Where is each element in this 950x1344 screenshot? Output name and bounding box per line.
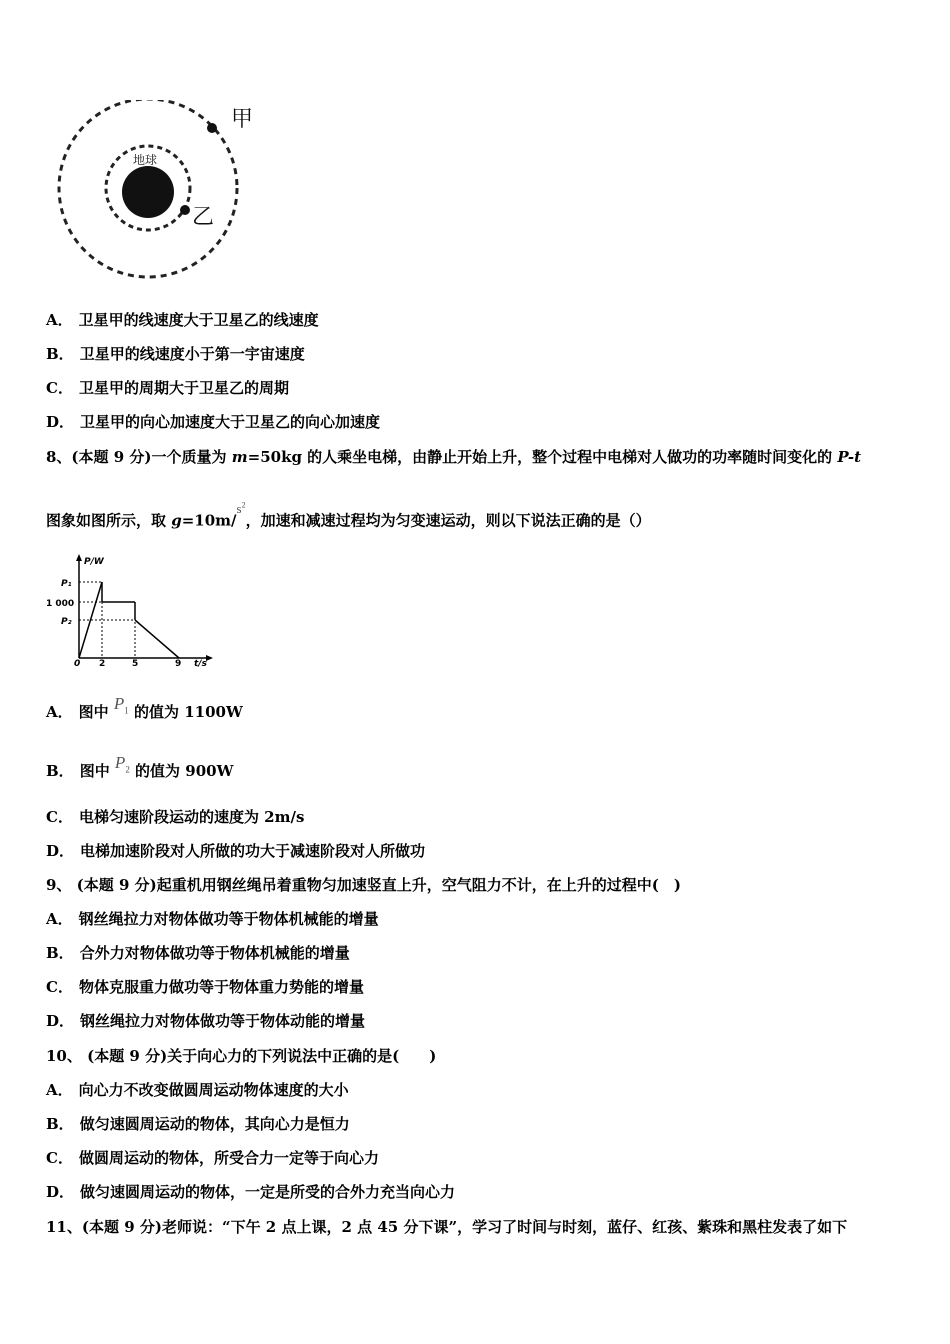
earth <box>122 166 174 218</box>
y-axis-arrow <box>76 554 82 561</box>
x-tick-9: 9 <box>175 659 182 669</box>
q10-option-c: C． 做圆周运动的物体，所受合力一定等于向心力 <box>46 1149 379 1167</box>
x-tick-5: 5 <box>132 659 139 669</box>
power-time-chart <box>44 552 219 670</box>
q9-option-b: B． 合外力对物体做功等于物体机械能的增量 <box>46 944 350 962</box>
y-axis-label: P/W <box>84 557 104 567</box>
q10-option-d: D． 做匀速圆周运动的物体，一定是所受的合外力充当向心力 <box>46 1183 456 1201</box>
q9-option-d: D． 钢丝绳拉力对物体做功等于物体动能的增量 <box>46 1012 366 1030</box>
power-decel-segment <box>135 620 179 658</box>
q11-stem: 11、(本题 9 分)老师说：“下午 2 点上课，2 点 45 分下课”，学习了时间与时刻，蓝仔、红孩、紫珠和黑柱发表了如下 <box>46 1218 848 1236</box>
q8-option-d: D． 电梯加速阶段对人所做的功大于减速阶段对人所做功 <box>46 842 426 860</box>
q7-option-d: D． 卫星甲的向心加速度大于卫星乙的向心加速度 <box>46 413 381 431</box>
x-axis-label: t/s <box>194 659 207 669</box>
q7-option-a: A． 卫星甲的线速度大于卫星乙的线速度 <box>46 311 319 329</box>
y-tick-p2: P₂ <box>61 617 72 627</box>
symbol-p2: $P_2$ <box>114 753 130 775</box>
satellite-yi-label: 乙 <box>192 205 215 230</box>
q9-option-a: A． 钢丝绳拉力对物体做功等于物体机械能的增量 <box>46 910 379 928</box>
power-accel-segment <box>79 582 102 658</box>
q8-option-c: C． 电梯匀速阶段运动的速度为 2m/s <box>46 808 305 826</box>
unit-s-squared: $s^2$ <box>236 501 246 517</box>
x-axis-arrow <box>206 655 213 661</box>
satellite-jia <box>207 123 217 133</box>
symbol-p1: $P_1$ <box>113 694 129 716</box>
satellite-yi <box>180 205 190 215</box>
q8-stem-line2: 图象如图所示，取 $g=10m/s^2$，加速和减速过程均为匀变速运动，则以下说法正确的是（） <box>46 501 651 530</box>
q8-option-a: A． 图中 $P_1$ 的值为 1100W <box>46 694 243 721</box>
x-tick-0: 0 <box>74 659 81 669</box>
q8-option-b: B． 图中 $P_2$ 的值为 900W <box>46 753 234 780</box>
q10-stem: 10、 (本题 9 分)关于向心力的下列说法中正确的是( ) <box>46 1047 437 1065</box>
q7-option-c: C． 卫星甲的周期大于卫星乙的周期 <box>46 379 289 397</box>
q10-option-b: B． 做匀速圆周运动的物体，其向心力是恒力 <box>46 1115 350 1133</box>
x-tick-2: 2 <box>99 659 106 669</box>
q9-stem: 9、 (本题 9 分)起重机用钢丝绳吊着重物匀加速竖直上升，空气阻力不计，在上升的过程中( ) <box>46 876 681 894</box>
satellite-jia-label: 甲 <box>231 107 254 132</box>
q8-stem-line1: 8、(本题 9 分)一个质量为 m=50kg 的人乘坐电梯，由静止开始上升，整个过程中电梯对人做功的功率随时间变化的 P-t <box>46 448 862 466</box>
y-tick-p1: P₁ <box>61 579 72 589</box>
orbit-figure <box>55 100 275 280</box>
q9-option-c: C． 物体克服重力做功等于物体重力势能的增量 <box>46 978 364 996</box>
earth-label: 地球 <box>133 153 158 167</box>
y-tick-1000: 1 000 <box>46 599 75 609</box>
q7-option-b: B． 卫星甲的线速度小于第一宇宙速度 <box>46 345 305 363</box>
q10-option-a: A． 向心力不改变做圆周运动物体速度的大小 <box>46 1081 349 1099</box>
